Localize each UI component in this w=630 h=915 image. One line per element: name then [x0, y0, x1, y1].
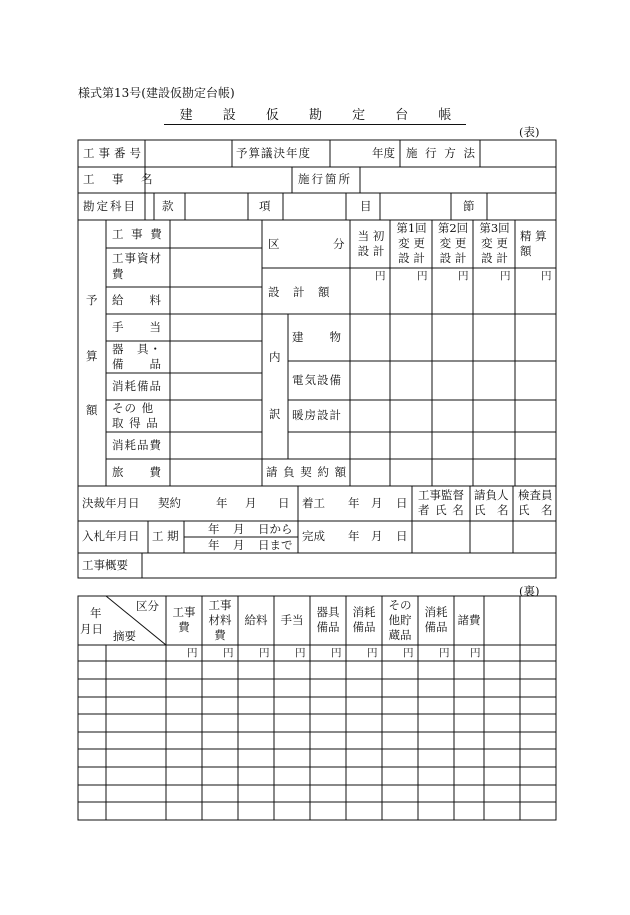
budget-item-shizai-2: 費	[112, 267, 124, 281]
sekkei-gaku-label: 設 計 額	[268, 285, 331, 299]
chakko-hi: 日	[396, 496, 408, 510]
koji-bango-label: 工事番号	[83, 146, 145, 160]
budget-label-gaku: 額	[86, 403, 98, 417]
yen-v3: 円	[500, 270, 511, 282]
kou-label: 項	[259, 199, 271, 213]
kubun-label-bun: 分	[333, 237, 345, 251]
budget-item-shomohin: 消耗品費	[112, 438, 162, 452]
kensain-2: 氏 名	[518, 503, 553, 517]
ukeoinin-2: 氏 名	[474, 503, 509, 517]
koki-from-nen: 年	[208, 522, 220, 536]
back-gappi: 月日	[80, 622, 103, 636]
kansei-tsuki: 月	[371, 529, 383, 543]
col-v3-2: 変 更	[481, 236, 508, 250]
back-col-shohi: 諸費	[457, 613, 481, 627]
back-yen-2: 円	[223, 647, 234, 659]
back-col-zairyo-3: 費	[214, 628, 226, 642]
uchiwake-wake: 訳	[269, 407, 281, 421]
budget-label-san: 算	[86, 349, 98, 363]
back-col-shomo2-2: 備品	[424, 620, 448, 634]
chakko-label: 着工	[302, 496, 325, 510]
back-tekiyo: 摘要	[113, 629, 136, 643]
page-title: 建 設 仮 勘 定 台 帳	[0, 104, 630, 123]
seko-hoho-label: 施 行 方 法	[406, 146, 477, 160]
back-col-sonota-1: その	[388, 598, 412, 612]
back-col-kigu-1: 器具	[316, 605, 340, 619]
kansei-label: 完成	[302, 529, 325, 543]
back-yen-4: 円	[295, 647, 306, 659]
ukeoinin-1: 請負人	[474, 488, 509, 502]
seko-kasho-label: 施行箇所	[298, 172, 352, 186]
back-col-shomo2-1: 消耗	[424, 605, 448, 619]
budget-item-sonota-2: 取 得 品	[112, 416, 159, 430]
col-v2-3: 設 計	[439, 251, 467, 265]
keiyaku-hi: 日	[278, 496, 290, 510]
col-seisan-2: 額	[520, 244, 532, 258]
budget-item-ryohi: 旅 費	[112, 465, 162, 479]
budget-item-teate: 手 当	[112, 320, 162, 334]
back-yen-7: 円	[403, 647, 414, 659]
back-col-zairyo-2: 材料	[208, 613, 232, 627]
budget-item-kigu-2: 備 品	[112, 357, 162, 371]
yosan-giketsu-label: 予算議決年度	[236, 146, 311, 160]
col-v3-3: 設 計	[481, 251, 508, 265]
back-col-zairyo-1: 工事	[208, 598, 232, 612]
col-v1-1: 第1回	[396, 221, 427, 235]
koki-to-nen: 年	[208, 538, 220, 552]
budget-item-sonota-1: その 他	[112, 401, 155, 415]
back-nen: 年	[90, 606, 102, 620]
keiyaku-label: 契約	[158, 496, 181, 510]
uchiwake-uchi: 内	[269, 350, 281, 364]
koki-to-tsuki: 月	[233, 538, 245, 552]
back-col-teate: 手当	[280, 613, 304, 627]
budget-label-yo: 予	[86, 293, 98, 307]
keiyaku-tsuki: 月	[245, 496, 257, 510]
kessai-label: 決裁年月日	[82, 496, 140, 510]
back-col-kyuryo: 給料	[244, 613, 268, 627]
kansei-hi: 日	[396, 529, 408, 543]
back-col-shomo-2: 備品	[352, 620, 376, 634]
kantoku-2: 者 氏 名	[418, 503, 465, 517]
keiyaku-nen: 年	[216, 496, 228, 510]
back-col-sonota-2: 他貯	[388, 613, 412, 627]
budget-item-shizai-1: 工事資材	[112, 251, 162, 265]
yen-v1: 円	[417, 270, 428, 282]
kan-label: 款	[162, 199, 174, 213]
budget-item-kigu-1: 器 具・	[112, 342, 162, 356]
yen-v2: 円	[458, 270, 469, 282]
col-v3-1: 第3回	[479, 221, 510, 235]
col-seisan-1: 精 算	[520, 229, 547, 243]
koki-made: 日まで	[258, 538, 293, 552]
budget-item-kojihi: 工 事 費	[112, 227, 164, 241]
front-label: (表)	[519, 125, 540, 139]
back-col-kigu-2: 備品	[316, 620, 340, 634]
yen-seisan: 円	[541, 270, 552, 282]
nendo-label: 年度	[372, 146, 395, 160]
col-tosho-2: 設 計	[357, 244, 385, 258]
koki-label: 工 期	[152, 529, 179, 543]
back-yen-9: 円	[470, 647, 481, 659]
back-yen-3: 円	[259, 647, 270, 659]
back-label: (裏)	[519, 584, 540, 598]
kantoku-1: 工事監督	[418, 488, 464, 502]
koji-mei-label: 工 事 名	[83, 172, 156, 186]
form-number: 様式第13号(建設仮勘定台帳)	[78, 86, 235, 100]
back-yen-1: 円	[187, 647, 198, 659]
back-col-kojihi-2: 費	[178, 620, 190, 634]
col-tosho-1: 当 初	[357, 229, 385, 243]
back-kubun: 区分	[136, 599, 159, 613]
back-yen-8: 円	[439, 647, 450, 659]
uchiwake-danbo: 暖房設計	[292, 408, 342, 422]
moku-label: 目	[360, 199, 372, 213]
ukeoi-keiyaku-label: 請 負 契 約 額	[266, 465, 348, 479]
kansei-nen: 年	[348, 529, 360, 543]
uchiwake-tatemono: 建 物	[292, 330, 342, 344]
yen-tosho: 円	[375, 270, 386, 282]
back-col-sonota-3: 蔵品	[388, 628, 412, 642]
uchiwake-denki: 電気設備	[292, 373, 342, 387]
back-col-shomo-1: 消耗	[352, 605, 376, 619]
chakko-nen: 年	[348, 496, 360, 510]
col-v1-2: 変 更	[398, 236, 425, 250]
budget-item-shomo-bihin: 消耗備品	[112, 379, 162, 393]
col-v2-2: 変 更	[439, 236, 467, 250]
back-yen-5: 円	[331, 647, 342, 659]
kubun-label-ku: 区	[268, 237, 280, 251]
koji-gaiyo-label: 工事概要	[82, 558, 128, 572]
koki-from-tsuki: 月	[233, 522, 245, 536]
back-col-kojihi-1: 工事	[172, 605, 196, 619]
budget-item-kyuryo: 給 料	[112, 293, 162, 307]
col-v2-1: 第2回	[437, 221, 469, 235]
koki-kara: 日から	[258, 522, 293, 536]
setsu-label: 節	[463, 199, 475, 213]
nyusatsu-label: 入札年月日	[82, 529, 140, 543]
col-v1-3: 設 計	[398, 251, 425, 265]
kanjo-kamoku-label: 勘定科目	[83, 199, 137, 213]
back-yen-6: 円	[367, 647, 378, 659]
chakko-tsuki: 月	[371, 496, 383, 510]
kensain-1: 検査員	[518, 488, 553, 502]
